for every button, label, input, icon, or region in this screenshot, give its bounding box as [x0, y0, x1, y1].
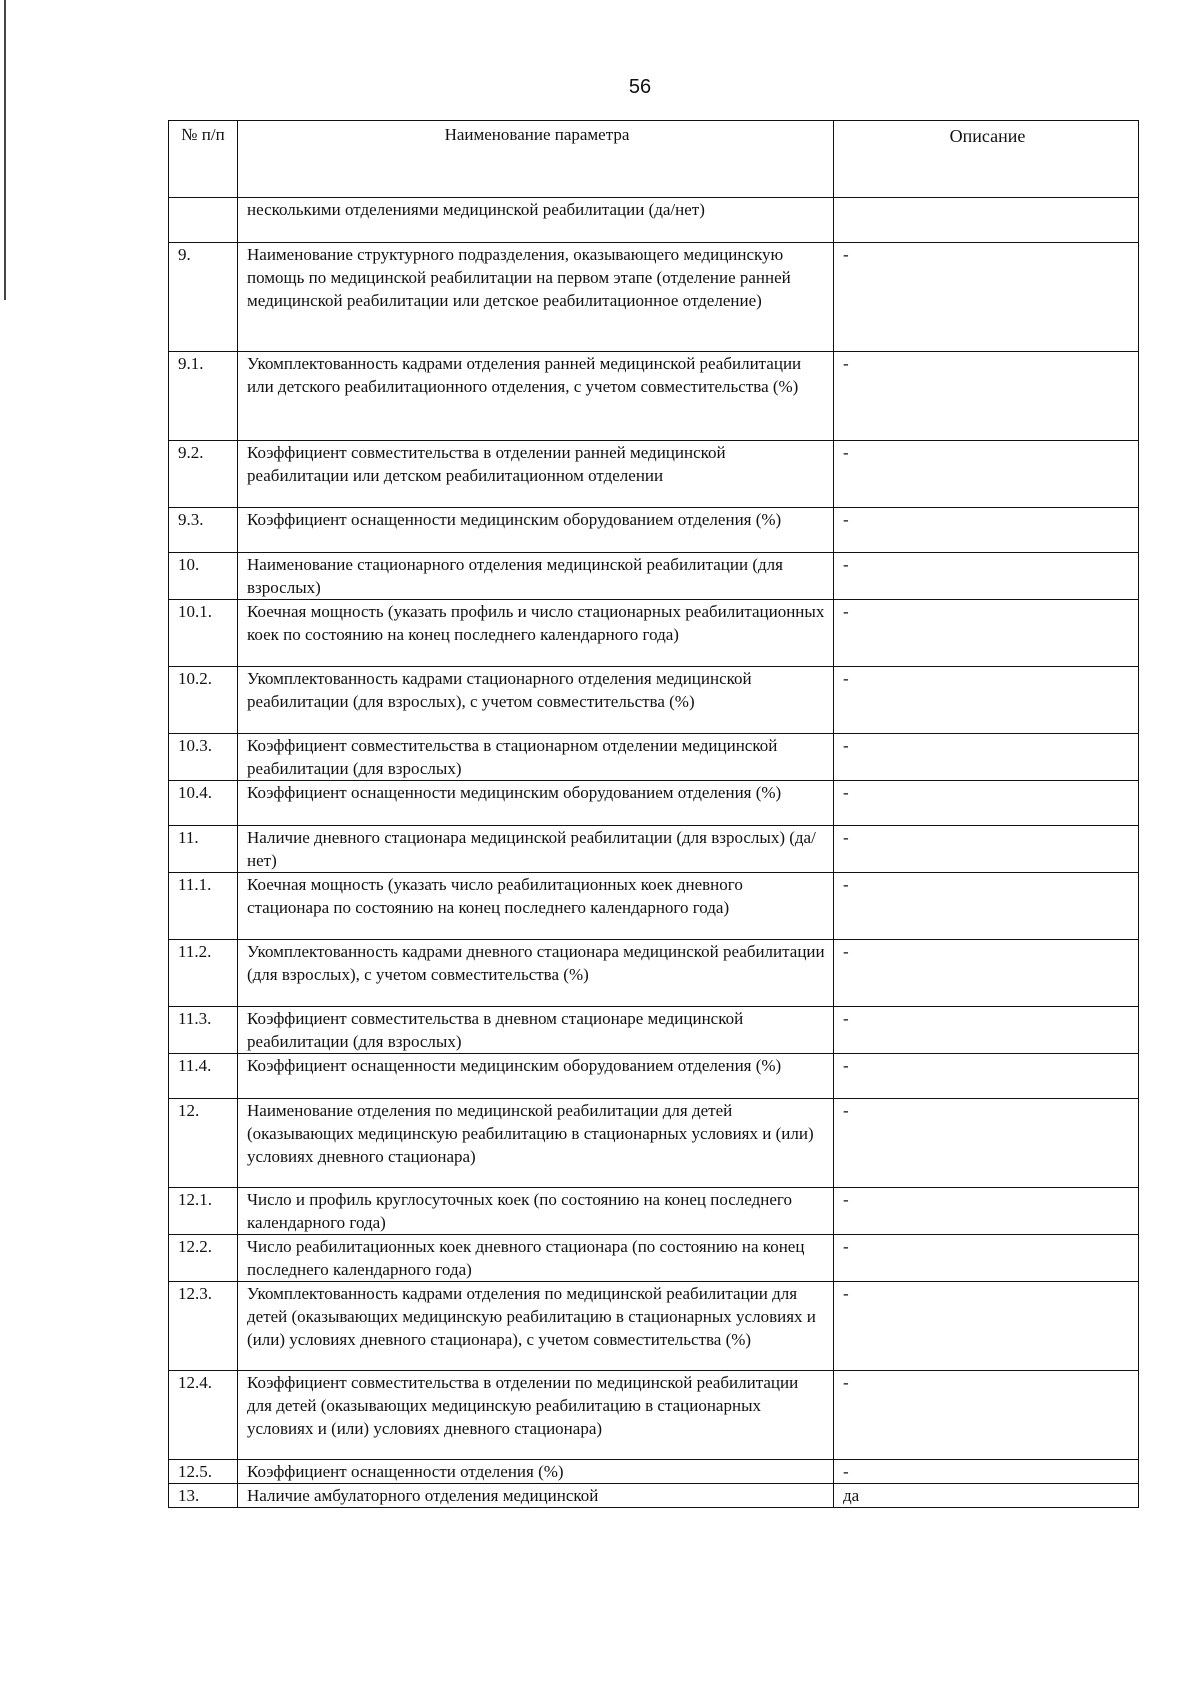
description-cell: - — [834, 781, 1139, 826]
description-cell: - — [834, 1188, 1139, 1235]
parameter-name-cell: Коэффициент оснащенности отделения (%) — [238, 1460, 834, 1484]
parameter-name-cell: Наличие дневного стационара медицинской реабилитации (для взрослых) (да/нет) — [238, 826, 834, 873]
description-cell: - — [834, 1054, 1139, 1099]
description-cell: - — [834, 508, 1139, 553]
parameter-name-cell: несколькими отделениями медицинской реабилитации (да/нет) — [238, 198, 834, 243]
description-cell: - — [834, 826, 1139, 873]
row-number-cell: 10. — [169, 553, 238, 600]
parameter-name-cell: Коэффициент совместительства в отделении по медицинской реабилитации для детей (оказывающих медицинскую реабилитацию в стационарных условиях и (или) условиях дневного стационара) — [238, 1371, 834, 1460]
description-cell: - — [834, 1099, 1139, 1188]
row-number-cell: 12.3. — [169, 1282, 238, 1371]
table-row — [169, 1054, 1139, 1099]
description-cell: - — [834, 873, 1139, 940]
row-number-cell — [169, 198, 238, 243]
parameter-name-cell: Наименование отделения по медицинской реабилитации для детей (оказывающих медицинскую реабилитацию в стационарных условиях и (или) условиях дневного стационара) — [238, 1099, 834, 1188]
row-number-cell: 9.3. — [169, 508, 238, 553]
parameter-name-cell: Наименование структурного подразделения, оказывающего медицинскую помощь по медицинской реабилитации на первом этапе (отделение ранней медицинской реабилитации или детское реабилитационное отделение) — [238, 243, 834, 352]
table-row — [169, 873, 1139, 940]
table-row — [169, 441, 1139, 508]
description-cell: - — [834, 1282, 1139, 1371]
parameter-name-cell: Наличие амбулаторного отделения медицинской — [238, 1484, 834, 1508]
description-cell: - — [834, 940, 1139, 1007]
table-row — [169, 781, 1139, 826]
table-row — [169, 1099, 1139, 1188]
table-row — [169, 243, 1139, 352]
description-cell: - — [834, 667, 1139, 734]
description-cell: - — [834, 243, 1139, 352]
parameter-name-cell: Наименование стационарного отделения медицинской реабилитации (для взрослых) — [238, 553, 834, 600]
table-row — [169, 826, 1139, 873]
parameter-name-cell: Укомплектованность кадрами отделения ранней медицинской реабилитации или детского реабилитационного отделения, с учетом совместительства (%) — [238, 352, 834, 441]
table-header-row — [169, 121, 1139, 198]
row-number-cell: 13. — [169, 1484, 238, 1508]
row-number-cell: 9.2. — [169, 441, 238, 508]
parameter-name-cell: Коэффициент совместительства в дневном стационаре медицинской реабилитации (для взрослых) — [238, 1007, 834, 1054]
table-row — [169, 352, 1139, 441]
row-number-cell: 12.2. — [169, 1235, 238, 1282]
parameter-name-cell: Число и профиль круглосуточных коек (по состоянию на конец последнего календарного года) — [238, 1188, 834, 1235]
description-cell: - — [834, 553, 1139, 600]
row-number-cell: 10.1. — [169, 600, 238, 667]
description-cell: - — [834, 1460, 1139, 1484]
table-row — [169, 1188, 1139, 1235]
table-row — [169, 1282, 1139, 1371]
table-row — [169, 198, 1139, 243]
description-cell: - — [834, 1007, 1139, 1054]
table-row — [169, 1484, 1139, 1508]
table-row — [169, 1007, 1139, 1054]
parameter-name-cell: Число реабилитационных коек дневного стационара (по состоянию на конец последнего календарного года) — [238, 1235, 834, 1282]
description-cell: - — [834, 1371, 1139, 1460]
description-cell — [834, 198, 1139, 243]
parameter-name-cell: Укомплектованность кадрами дневного стационара медицинской реабилитации (для взрослых), с учетом совместительства (%) — [238, 940, 834, 1007]
parameter-name-cell: Коечная мощность (указать профиль и число стационарных реабилитационных коек по состоянию на конец последнего календарного года) — [238, 600, 834, 667]
table-row — [169, 1371, 1139, 1460]
header-description: Описание — [834, 121, 1139, 198]
row-number-cell: 12.4. — [169, 1371, 238, 1460]
header-number: № п/п — [169, 121, 238, 198]
row-number-cell: 11. — [169, 826, 238, 873]
row-number-cell: 12.5. — [169, 1460, 238, 1484]
parameters-table — [168, 120, 1139, 1508]
row-number-cell: 10.3. — [169, 734, 238, 781]
row-number-cell: 10.4. — [169, 781, 238, 826]
table-row — [169, 508, 1139, 553]
row-number-cell: 12. — [169, 1099, 238, 1188]
table-body — [169, 198, 1139, 1508]
parameter-name-cell: Укомплектованность кадрами стационарного отделения медицинской реабилитации (для взрослых), с учетом совместительства (%) — [238, 667, 834, 734]
parameter-name-cell: Коечная мощность (указать число реабилитационных коек дневного стационара по состоянию на конец последнего календарного года) — [238, 873, 834, 940]
row-number-cell: 11.4. — [169, 1054, 238, 1099]
table-row — [169, 734, 1139, 781]
description-cell: - — [834, 1235, 1139, 1282]
row-number-cell: 11.1. — [169, 873, 238, 940]
parameter-name-cell: Коэффициент оснащенности медицинским оборудованием отделения (%) — [238, 1054, 834, 1099]
description-cell: - — [834, 441, 1139, 508]
header-parameter-name: Наименование параметра — [238, 121, 834, 198]
table-row — [169, 940, 1139, 1007]
row-number-cell: 9. — [169, 243, 238, 352]
row-number-cell: 11.3. — [169, 1007, 238, 1054]
page-number: 56 — [628, 76, 652, 98]
description-cell: да — [834, 1484, 1139, 1508]
parameter-name-cell: Коэффициент оснащенности медицинским оборудованием отделения (%) — [238, 508, 834, 553]
description-cell: - — [834, 352, 1139, 441]
parameter-name-cell: Коэффициент оснащенности медицинским оборудованием отделения (%) — [238, 781, 834, 826]
table-row — [169, 1460, 1139, 1484]
description-cell: - — [834, 600, 1139, 667]
row-number-cell: 12.1. — [169, 1188, 238, 1235]
table-row — [169, 667, 1139, 734]
table-row — [169, 600, 1139, 667]
table-row — [169, 1235, 1139, 1282]
description-cell: - — [834, 734, 1139, 781]
parameter-name-cell: Коэффициент совместительства в отделении ранней медицинской реабилитации или детском реабилитационном отделении — [238, 441, 834, 508]
scan-edge — [4, 0, 6, 300]
row-number-cell: 9.1. — [169, 352, 238, 441]
row-number-cell: 11.2. — [169, 940, 238, 1007]
parameter-name-cell: Коэффициент совместительства в стационарном отделении медицинской реабилитации (для взрослых) — [238, 734, 834, 781]
table-row — [169, 553, 1139, 600]
parameter-name-cell: Укомплектованность кадрами отделения по медицинской реабилитации для детей (оказывающих медицинскую реабилитацию в стационарных условиях и (или) условиях дневного стационара), с учетом совместительства (%) — [238, 1282, 834, 1371]
row-number-cell: 10.2. — [169, 667, 238, 734]
